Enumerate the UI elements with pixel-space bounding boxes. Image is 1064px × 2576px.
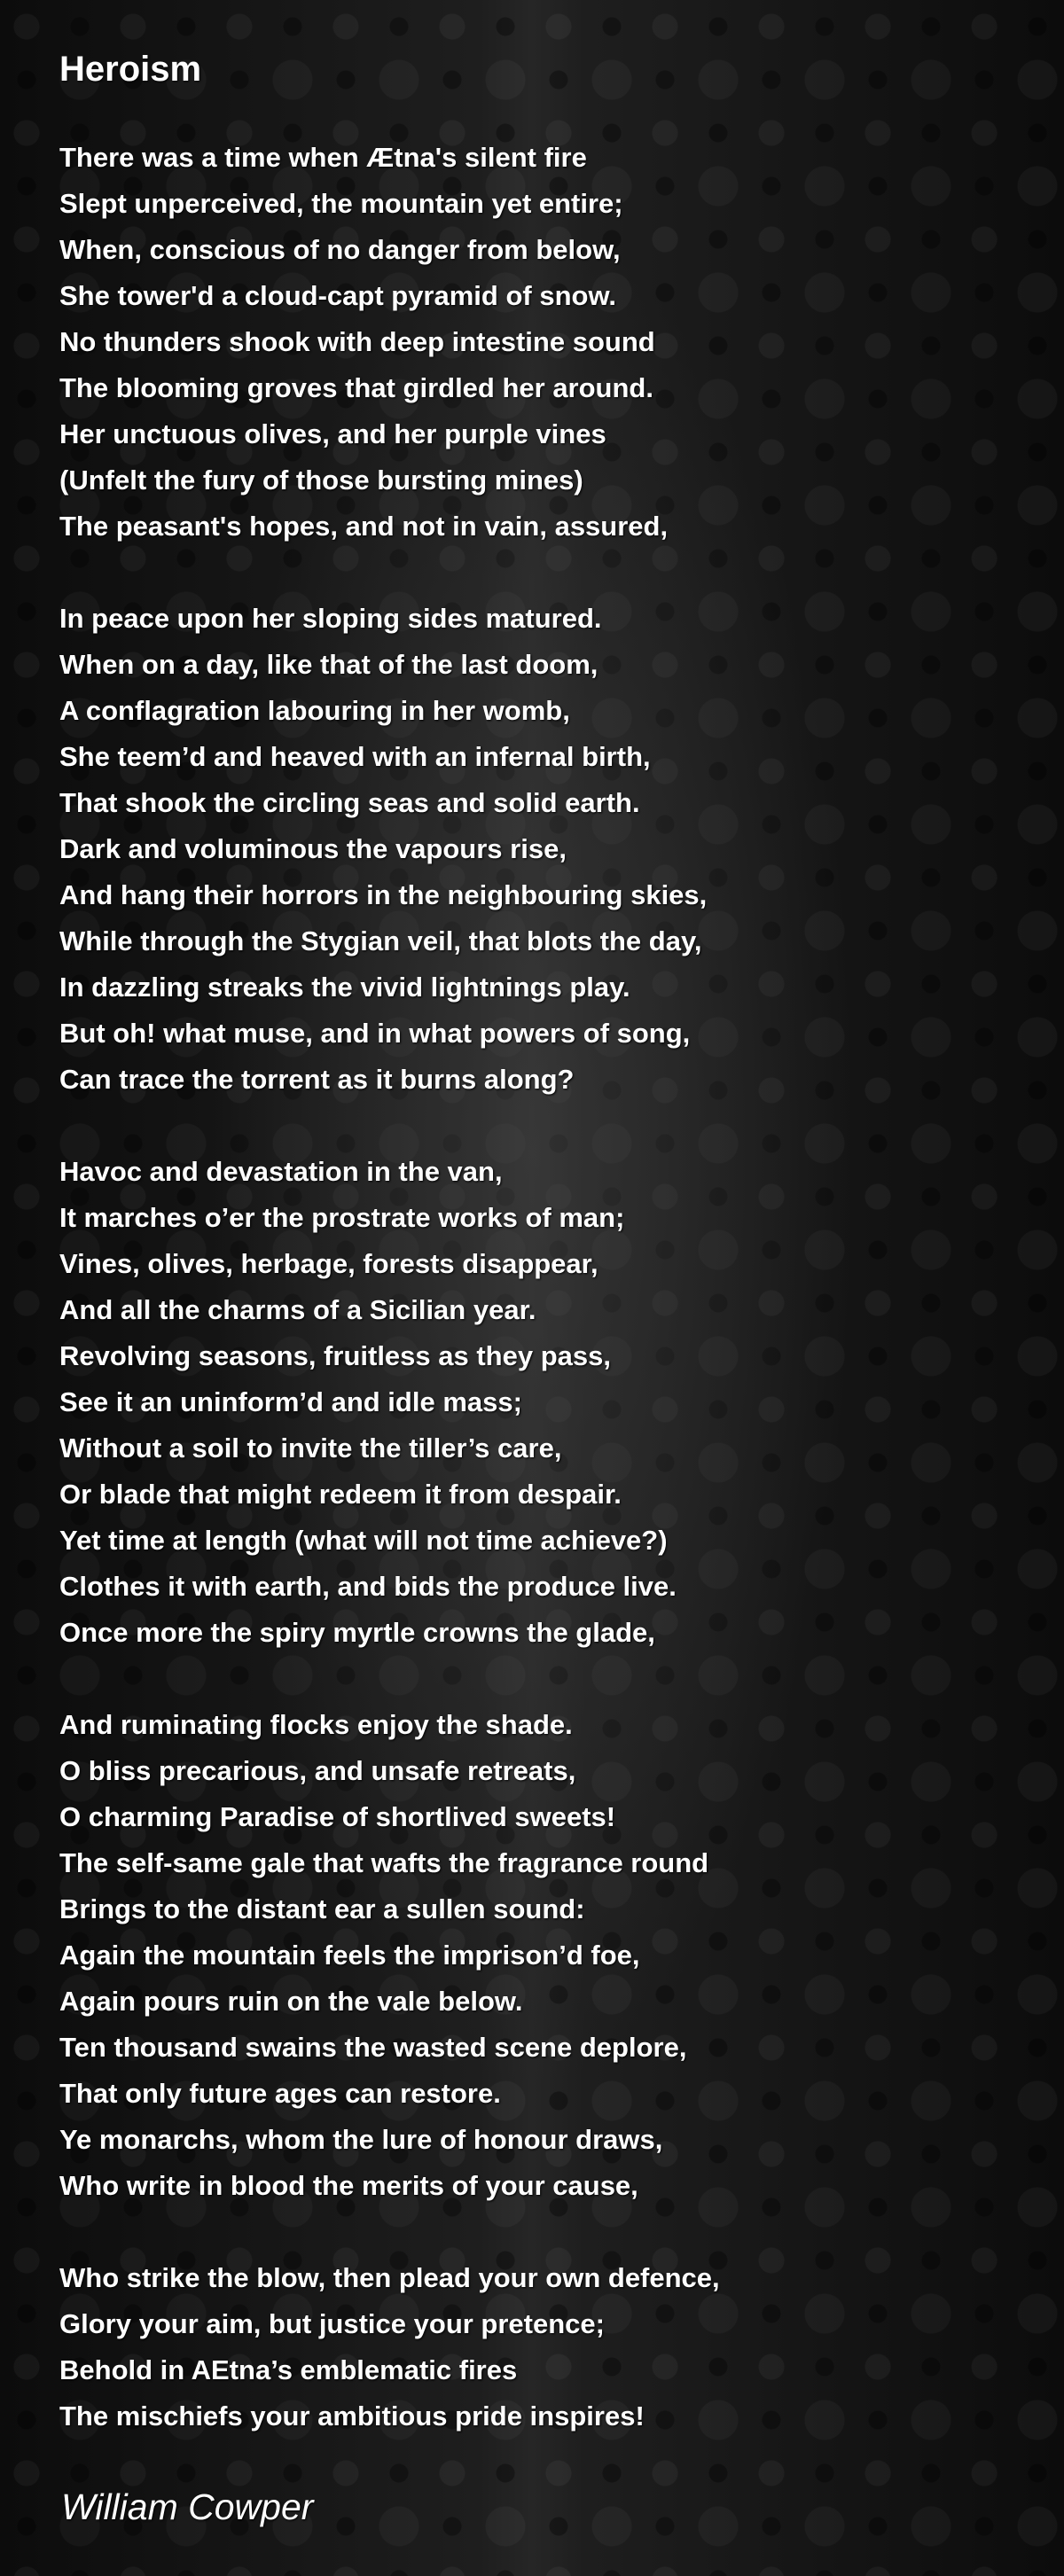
stanza-4 <box>59 1702 1035 2209</box>
stanza-5 <box>59 2255 1035 2439</box>
poem-line: Who strike the blow, then plead your own defence, <box>59 2262 720 2293</box>
poem-line: When, conscious of no danger from below, <box>59 234 621 265</box>
poem-line: Who write in blood the merits of your cause, <box>59 2170 638 2201</box>
poem-line: Slept unperceived, the mountain yet entire; <box>59 188 623 219</box>
poem-line: Without a soil to invite the tiller’s care, <box>59 1432 562 1464</box>
poem-line: A conflagration labouring in her womb, <box>59 695 570 726</box>
poem-line: No thunders shook with deep intestine sound <box>59 326 655 357</box>
poem-line: Again the mountain feels the imprison’d foe, <box>59 1940 640 1971</box>
poem-line: The self-same gale that wafts the fragrance round <box>59 1847 709 1878</box>
poem-line: Vines, olives, herbage, forests disappear, <box>59 1248 598 1279</box>
poem-line: While through the Stygian veil, that blots the day, <box>59 925 702 956</box>
poem-line: But oh! what muse, and in what powers of song, <box>59 1018 691 1049</box>
poem-line: Yet time at length (what will not time achieve?) <box>59 1525 668 1556</box>
poem-line: Can trace the torrent as it burns along? <box>59 1064 575 1095</box>
poem-title: Heroism <box>59 50 202 89</box>
poem-line: Ten thousand swains the wasted scene deplore, <box>59 2032 687 2063</box>
poem-line: Glory your aim, but justice your pretence; <box>59 2308 605 2339</box>
stanza-2 <box>59 596 1035 1103</box>
poem-line: See it an uninform’d and idle mass; <box>59 1386 522 1417</box>
poem-line: That only future ages can restore. <box>59 2078 501 2109</box>
poem-line: Havoc and devastation in the van, <box>59 1156 503 1187</box>
poem-body <box>59 135 1035 2486</box>
poem-line: She tower'd a cloud-capt pyramid of snow. <box>59 280 617 311</box>
poem-line: It marches o’er the prostrate works of man; <box>59 1202 625 1233</box>
stanza-3 <box>59 1149 1035 1656</box>
poem-line: That shook the circling seas and solid earth. <box>59 787 640 818</box>
poem-line: Or blade that might redeem it from despair. <box>59 1479 622 1510</box>
poem-line: O charming Paradise of shortlived sweets! <box>59 1801 616 1832</box>
poem-line: Once more the spiry myrtle crowns the glade, <box>59 1617 655 1648</box>
poem-line: (Unfelt the fury of those bursting mines) <box>59 464 583 496</box>
poem-line: And ruminating flocks enjoy the shade. <box>59 1709 573 1740</box>
stanza-1 <box>59 135 1035 550</box>
poem-line: Revolving seasons, fruitless as they pass, <box>59 1340 611 1371</box>
poem-line: She teem’d and heaved with an infernal birth, <box>59 741 651 772</box>
poem-line: The mischiefs your ambitious pride inspires! <box>59 2400 645 2432</box>
poem-line: Clothes it with earth, and bids the produce live. <box>59 1571 677 1602</box>
poem-line: There was a time when Ætna's silent fire <box>59 142 587 173</box>
poem-line: And hang their horrors in the neighbouring skies, <box>59 879 708 910</box>
poem-line: O bliss precarious, and unsafe retreats, <box>59 1755 576 1786</box>
poem-author: William Cowper <box>61 2486 314 2527</box>
poem-line: Behold in AEtna’s emblematic fires <box>59 2354 518 2385</box>
poem-line: Ye monarchs, whom the lure of honour draws, <box>59 2124 663 2155</box>
poem-line: In peace upon her sloping sides matured. <box>59 603 602 634</box>
poem-line: The peasant's hopes, and not in vain, assured, <box>59 511 669 542</box>
poem-line: Again pours ruin on the vale below. <box>59 1986 523 2017</box>
poem-line: Brings to the distant ear a sullen sound: <box>59 1893 585 1924</box>
poem-line: When on a day, like that of the last doom, <box>59 649 598 680</box>
poem-line: In dazzling streaks the vivid lightnings play. <box>59 972 630 1003</box>
poem-line: The blooming groves that girdled her around. <box>59 372 653 403</box>
poem-line: And all the charms of a Sicilian year. <box>59 1294 536 1325</box>
poem-line: Her unctuous olives, and her purple vines <box>59 418 606 449</box>
poem-line: Dark and voluminous the vapours rise, <box>59 833 567 864</box>
